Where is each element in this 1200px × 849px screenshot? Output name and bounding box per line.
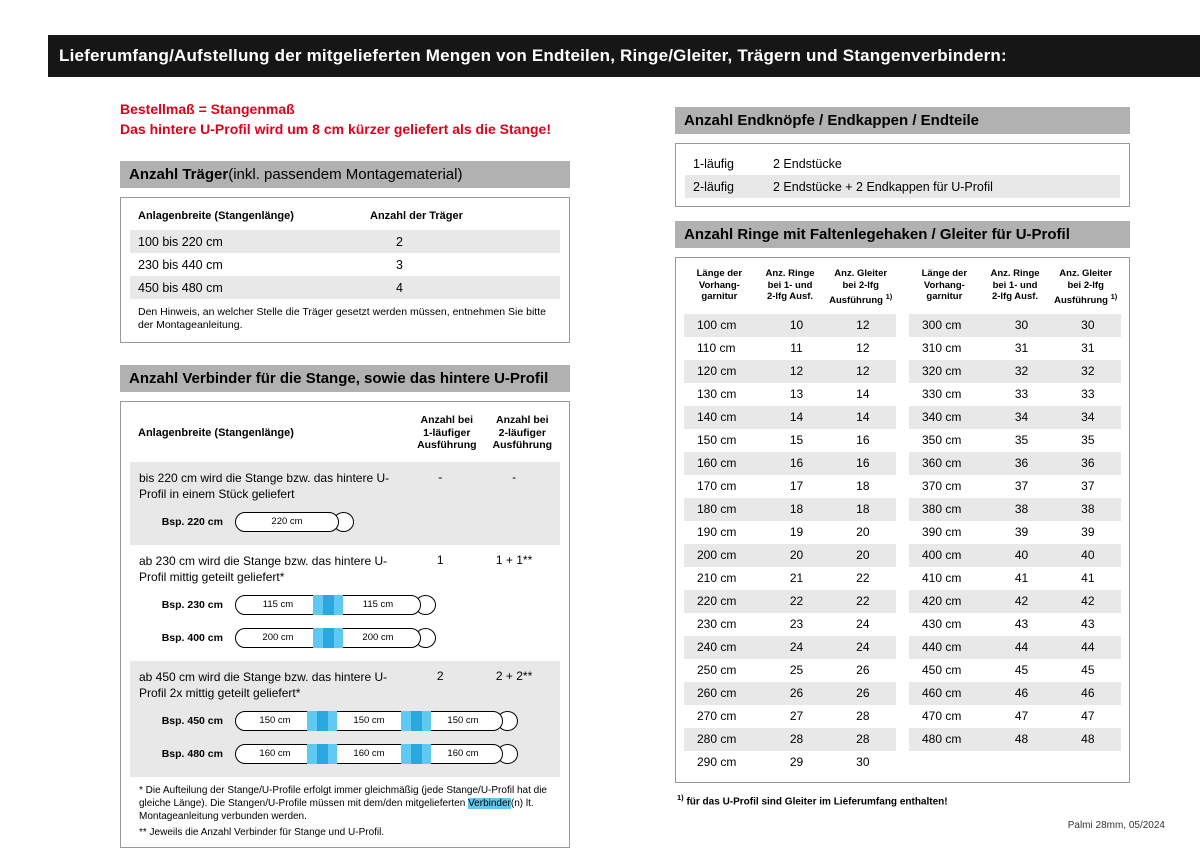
verbinder-table-head [130,410,560,462]
ringe-table-row [684,383,896,406]
gleiter-count: 12 [856,318,870,333]
ringe-length: 160 cm [697,456,737,471]
ringe-table-row [909,567,1121,590]
gleiter-count: 24 [856,617,870,632]
gleiter-count: 22 [856,594,870,609]
ringe-table-row [684,498,896,521]
ringe-table-row [909,705,1121,728]
right-column [675,107,1130,807]
ringe-section-title: Anzahl Ringe mit Faltenlegehaken / Gleiter für U-Profil [684,226,1070,243]
ringe-count: 28 [789,732,804,747]
ringe-count: 34 [1014,410,1029,425]
rod-segment: 115 cm [335,595,421,615]
rod-segment: 220 cm [235,512,339,532]
rod-diagram [235,512,354,532]
ringe-length: 180 cm [697,502,737,517]
gleiter-count: 42 [1081,594,1095,609]
rod-diagram [235,744,518,764]
verbinder-footnote-2 [130,823,560,839]
ringe-length: 210 cm [697,571,737,586]
ringe-length: 230 cm [697,617,737,632]
gleiter-count: 20 [856,525,870,540]
ringe-table-row [684,636,896,659]
verbinder-count-2lfg: 2 + 2** [495,668,533,683]
ringe-length: 120 cm [697,364,737,379]
ringe-count: 30 [1014,318,1029,333]
page-title-bar [48,35,1200,77]
ringe-col-header: Anz. Ringe bei 1- und 2-lfg Ausf. [765,268,815,302]
ringe-length: 420 cm [922,594,962,609]
verbinder-col-header-width: Anlagenbreite (Stangenlänge) [138,426,294,439]
ringe-count: 18 [789,502,804,517]
gleiter-count: 47 [1081,709,1095,724]
ringe-table-row [684,728,896,751]
rod-segment: 150 cm [329,711,409,731]
ringe-length: 220 cm [697,594,737,609]
connector-icon [307,744,337,764]
ringe-table-row [909,728,1121,751]
gleiter-count: 34 [1081,410,1095,425]
verbinder-section [130,545,560,661]
ringe-count: 39 [1014,525,1029,540]
gleiter-count: 39 [1081,525,1095,540]
ringe-col-header: Anz. Gleiter bei 2-lfg Ausführung $^{1)}$ [829,268,893,307]
traeger-col-header-width: Anlagenbreite (Stangenlänge) [138,210,294,222]
ringe-table-row [909,590,1121,613]
ringe-length: 470 cm [922,709,962,724]
superscript: 1) [885,292,893,301]
rod-segment: 115 cm [235,595,321,615]
ringe-length: 170 cm [697,479,737,494]
ringe-section-header [675,221,1130,248]
ringe-length: 130 cm [697,387,737,402]
ringe-count: 21 [789,571,804,586]
ringe-table-row [909,475,1121,498]
page-title: Lieferumfang/Aufstellung der mitgelieferten Mengen von Endteilen, Ringe/Gleiter, Trägern und Stangenverbindern: [59,46,1007,65]
traeger-section-subtitle: (inkl. passendem Montagematerial) [228,166,463,183]
verbinder-count-1lfg: - [438,469,443,484]
connector-core-icon [411,711,422,731]
ringe-length: 440 cm [922,640,962,655]
ringe-count: 35 [1014,433,1029,448]
ringe-table-row [684,705,896,728]
ringe-length: 400 cm [922,548,962,563]
ringe-count: 46 [1014,686,1029,701]
ringe-count: 36 [1014,456,1029,471]
traeger-row [130,253,560,276]
footnote1-post: (n) lt. Montageanleitung verbunden werden. [139,797,534,822]
gleiter-count: 14 [856,387,870,402]
ringe-table-row [684,337,896,360]
rod-example-label: Bsp. 400 cm [161,631,223,644]
ringe-count: 43 [1014,617,1029,632]
ringe-footnote [675,793,1130,807]
gleiter-count: 46 [1081,686,1095,701]
ringe-length: 330 cm [922,387,962,402]
verbinder-section [130,462,560,545]
verbinder-count-1lfg: 2 [436,668,444,683]
verbinder-description: ab 230 cm wird die Stange bzw. das hintere U-Profil mittig geteilt geliefert* [139,553,388,584]
gleiter-count: 20 [856,548,870,563]
traeger-section-header [120,161,570,188]
ringe-footnote-text: für das U-Profil sind Gleiter im Lieferumfang enthalten! [683,795,948,807]
ringe-table-row [909,406,1121,429]
gleiter-count: 26 [856,663,870,678]
ringe-count: 38 [1014,502,1029,517]
ringe-count: 37 [1014,479,1029,494]
ringe-length: 140 cm [697,410,737,425]
gleiter-count: 30 [1081,318,1095,333]
gleiter-count: 36 [1081,456,1095,471]
ringe-length: 150 cm [697,433,737,448]
ringe-count: 13 [789,387,804,402]
ringe-count: 44 [1014,640,1029,655]
ringe-length: 430 cm [922,617,962,632]
ringe-table-row [684,590,896,613]
gleiter-count: 41 [1081,571,1095,586]
gleiter-count: 38 [1081,502,1095,517]
endteile-content: 2 Endstücke + 2 Endkappen für U-Profil [773,179,993,194]
connector-core-icon [317,744,328,764]
ringe-length: 450 cm [922,663,962,678]
ringe-count: 25 [789,663,804,678]
connector-core-icon [411,744,422,764]
ringe-count: 17 [789,479,804,494]
ringe-table-row [909,383,1121,406]
left-column [120,99,570,848]
endteile-section-title: Anzahl Endknöpfe / Endkappen / Endteile [684,112,980,129]
document-code: Palmi 28mm, 05/2024 [1067,820,1165,831]
verbinder-footnote-1 [130,777,560,823]
connector-icon [401,711,431,731]
ringe-table-row [684,567,896,590]
gleiter-count: 44 [1081,640,1095,655]
ringe-count: 14 [789,410,804,425]
ringe-table-row [909,498,1121,521]
gleiter-count: 35 [1081,433,1095,448]
ringe-count: 15 [789,433,804,448]
rod-example-label: Bsp. 480 cm [161,747,223,760]
traeger-col-header-count: Anzahl der Träger [370,210,463,222]
ringe-table-row [909,544,1121,567]
ringe-length: 260 cm [697,686,737,701]
ringe-table-row [684,314,896,337]
gleiter-count: 16 [856,433,870,448]
ringe-length: 320 cm [922,364,962,379]
ringe-length: 190 cm [697,525,737,540]
ringe-length: 300 cm [922,318,962,333]
footnote1-pre: * Die Aufteilung der Stange/U-Profile erfolgt immer gleichmäßig (jede Stange/U-Profil hat die gleiche Länge). Die Stangen/U-Profile müssen mit dem/den mitgelieferten [139,784,547,809]
ringe-length: 370 cm [922,479,962,494]
traeger-count: 2 [396,234,403,249]
ringe-table-row [909,613,1121,636]
traeger-row [130,230,560,253]
ringe-count: 11 [790,341,803,356]
verbinder-section-row [139,470,551,502]
ringe-table-row [909,360,1121,383]
rod-diagram [235,711,518,731]
gleiter-count: 48 [1081,732,1095,747]
connector-icon [313,595,343,615]
gleiter-count: 43 [1081,617,1095,632]
connector-icon [313,628,343,648]
rod-example [139,625,551,651]
rod-segment: 150 cm [423,711,503,731]
traeger-row [130,276,560,299]
endteile-row [685,175,1120,198]
gleiter-count: 28 [856,709,870,724]
ringe-col-header: Länge der Vorhang- garnitur [696,268,743,302]
endteile-table [675,143,1130,207]
endteile-section-header [675,107,1130,134]
ringe-table-row [684,659,896,682]
verbinder-section-header [120,365,570,392]
verbinder-section-row [139,669,551,701]
ringe-count: 10 [789,318,804,333]
rod-example [139,509,551,535]
endteile-type: 2-läufig [693,179,734,194]
ringe-count: 48 [1014,732,1029,747]
verbinder-section [130,661,560,777]
ringe-count: 24 [789,640,804,655]
ringe-count: 42 [1014,594,1029,609]
ringe-count: 16 [789,456,804,471]
ringe-count: 26 [789,686,804,701]
ringe-length: 250 cm [697,663,737,678]
connector-icon [401,744,431,764]
ringe-col-header: Länge der Vorhang- garnitur [921,268,968,302]
traeger-count: 3 [396,257,403,272]
ringe-table-head [684,266,896,314]
connector-core-icon [323,628,334,648]
ringe-length: 110 cm [697,341,736,356]
connector-core-icon [323,595,334,615]
ringe-length: 290 cm [697,755,737,770]
ringe-count: 20 [789,548,804,563]
gleiter-count: 30 [856,755,870,770]
order-note-line2: Das hintere U-Profil wird um 8 cm kürzer geliefert als die Stange! [120,121,552,137]
verbinder-section-title: Anzahl Verbinder für die Stange, sowie das hintere U-Profil [129,370,549,387]
ringe-table-row [909,337,1121,360]
ringe-length: 310 cm [922,341,962,356]
rod-diagram [235,595,436,615]
ringe-count: 33 [1014,387,1029,402]
ringe-count: 12 [789,364,804,379]
traeger-range: 100 bis 220 cm [138,234,223,249]
verbinder-description: bis 220 cm wird die Stange bzw. das hintere U-Profil in einem Stück geliefert [139,470,390,501]
ringe-count: 32 [1014,364,1029,379]
ringe-count: 19 [789,525,804,540]
rod-segment: 160 cm [329,744,409,764]
ringe-count: 40 [1014,548,1029,563]
ringe-table-row [909,429,1121,452]
ringe-footnote-superscript: 1) [677,792,684,802]
ringe-length: 390 cm [922,525,962,540]
ringe-table-row [909,452,1121,475]
verbinder-col-header-2lfg: Anzahl bei 2-läufiger Ausführung [492,414,553,451]
ringe-count: 22 [789,594,804,609]
ringe-length: 460 cm [922,686,962,701]
ringe-length: 410 cm [922,571,962,586]
ringe-length: 360 cm [922,456,962,471]
gleiter-count: 12 [856,364,870,379]
order-size-note [120,99,570,139]
verbinder-col-header-1lfg: Anzahl bei 1-läufiger Ausführung [417,414,477,451]
ringe-subtable-left [684,266,896,774]
traeger-count: 4 [396,280,403,295]
gleiter-count: 32 [1081,364,1095,379]
gleiter-count: 26 [856,686,870,701]
ringe-table-row [684,521,896,544]
traeger-table-head [130,206,560,230]
footnote2-text: ** Jeweils die Anzahl Verbinder für Stange und U-Profil. [139,826,385,838]
ringe-table-head [909,266,1121,314]
ringe-table-row [909,659,1121,682]
ringe-col-header: Anz. Gleiter bei 2-lfg Ausführung $^{1)}$ [1054,268,1118,307]
verbinder-count-2lfg: - [512,469,517,484]
ringe-table-row [909,314,1121,337]
gleiter-count: 33 [1081,387,1095,402]
verbinder-sections [130,462,560,777]
ringe-table-row [684,613,896,636]
verbinder-count-2lfg: 1 + 1** [495,552,533,567]
gleiter-count: 28 [856,732,870,747]
ringe-table-row [684,544,896,567]
gleiter-count: 12 [856,341,870,356]
traeger-range: 450 bis 480 cm [138,280,223,295]
gleiter-count: 16 [856,456,870,471]
ringe-count: 23 [789,617,804,632]
verbinder-section-row [139,553,551,585]
traeger-table [120,197,570,343]
rod-example-label: Bsp. 230 cm [161,598,223,611]
ringe-length: 200 cm [697,548,737,563]
ringe-table-row [684,406,896,429]
ringe-length: 340 cm [922,410,962,425]
traeger-range: 230 bis 440 cm [138,257,223,272]
ringe-table-row [684,751,896,774]
traeger-note: Den Hinweis, an welcher Stelle die Träger gesetzt werden müssen, entnehmen Sie bitte der Montageanleitung. [138,306,546,331]
ringe-table-row [909,682,1121,705]
gleiter-count: 22 [856,571,870,586]
rod-segment: 150 cm [235,711,315,731]
ringe-table-row [684,475,896,498]
verbinder-description: ab 450 cm wird die Stange bzw. das hintere U-Profil 2x mittig geteilt geliefert* [139,669,388,700]
order-note-line1: Bestellmaß = Stangenmaß [120,101,295,117]
ringe-count: 31 [1014,341,1029,356]
ringe-length: 270 cm [697,709,737,724]
rod-segment: 160 cm [423,744,503,764]
rod-example [139,708,551,734]
rod-example [139,741,551,767]
gleiter-count: 18 [856,502,870,517]
ringe-table-row [684,360,896,383]
rod-example [139,592,551,618]
ringe-length: 100 cm [697,318,737,333]
ringe-table-row [909,521,1121,544]
endteile-content: 2 Endstücke [773,156,842,171]
gleiter-count: 37 [1081,479,1095,494]
ringe-length: 280 cm [697,732,737,747]
ringe-table-row [684,429,896,452]
rod-segment: 200 cm [235,628,321,648]
rod-segment: 200 cm [335,628,421,648]
ringe-length: 480 cm [922,732,962,747]
verbinder-table [120,401,570,848]
ringe-length: 380 cm [922,502,962,517]
ringe-count: 47 [1014,709,1029,724]
endteile-row [685,152,1120,175]
ringe-length: 240 cm [697,640,737,655]
endteile-rows [685,152,1120,198]
ringe-count: 27 [789,709,804,724]
rod-diagram [235,628,436,648]
ringe-table-row [684,682,896,705]
ringe-table-row [684,452,896,475]
ringe-length: 350 cm [922,433,962,448]
gleiter-count: 14 [856,410,870,425]
gleiter-count: 31 [1081,341,1095,356]
rod-example-label: Bsp. 450 cm [161,714,223,727]
gleiter-count: 45 [1081,663,1095,678]
rod-example-label: Bsp. 220 cm [161,515,223,528]
ringe-table [675,257,1130,783]
ringe-col-header: Anz. Ringe bei 1- und 2-lfg Ausf. [990,268,1040,302]
endteile-type: 1-läufig [693,156,734,171]
traeger-rows [130,230,560,299]
ringe-count: 45 [1014,663,1029,678]
superscript: 1) [1110,292,1118,301]
footnote1-highlight: Verbinder [468,797,511,809]
gleiter-count: 18 [856,479,870,494]
ringe-count: 41 [1014,571,1029,586]
connector-icon [307,711,337,731]
gleiter-count: 24 [856,640,870,655]
rod-segment: 160 cm [235,744,315,764]
traeger-section-title: Anzahl Träger [129,166,229,183]
gleiter-count: 40 [1081,548,1095,563]
connector-core-icon [317,711,328,731]
verbinder-count-1lfg: 1 [436,552,444,567]
ringe-table-row [909,636,1121,659]
ringe-subtable-right [909,266,1121,774]
ringe-count: 29 [789,755,804,770]
